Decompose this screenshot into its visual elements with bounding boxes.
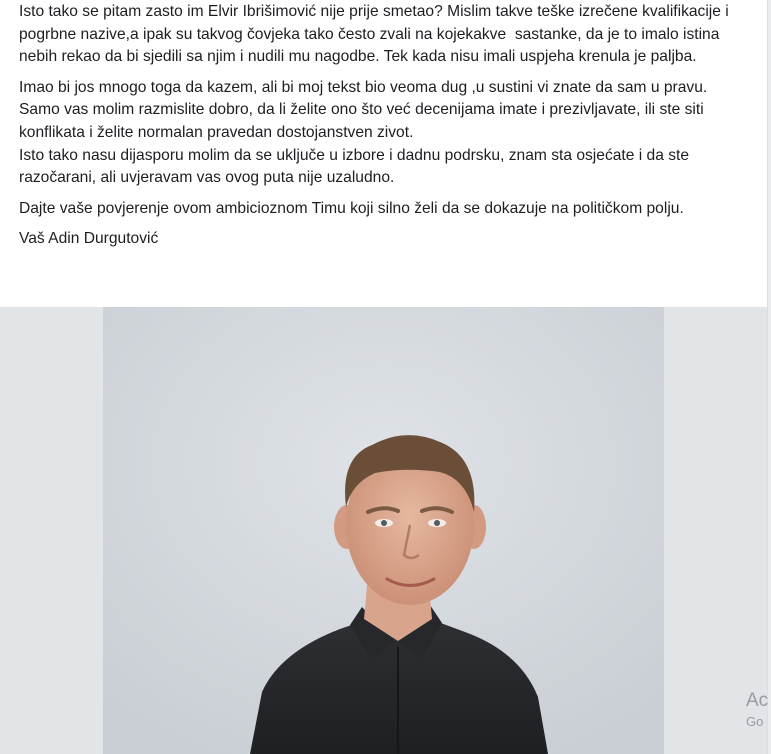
post-text — [19, 1, 754, 251]
post-photo[interactable] — [0, 307, 767, 754]
post-signature: Vaš Adin Durgutović — [19, 230, 159, 248]
portrait-image — [0, 307, 767, 754]
post-paragraph: Imao bi jos mnogo toga da kazem, ali bi moj tekst bio veoma dug ,u sustini vi znate da sam u pravu. — [19, 78, 708, 96]
post-paragraph: Samo vas molim razmislite dobro, da li želite ono što već decenijama imate i prezivljavate, ili ste siti konflikata i želite normalan pravedan dostojanstven zivot. — [19, 101, 709, 141]
activation-watermark-title: Ac — [746, 690, 769, 711]
post-paragraph: Dajte vaše povjerenje ovom ambicioznom Timu koji silno želi da se dokazuje na političkom polju. — [19, 199, 684, 217]
post-paragraph: Isto tako nasu dijasporu molim da se uključe u izbore i dadnu podrsku, znam sta osjećate i da ste razočarani, ali uvjeravam vas ovog puta nije uzaludno. — [19, 146, 694, 187]
post-paragraph: Isto tako se pitam zasto im Elvir Ibrišimović nije prije smetao? Mislim takve teške izrečene kvalifikacije i pogrbne nazive,a ipak su takvog čovjeka tako često zvali na kojekakve sastanke, da je to imalo istina nebih rekao da bi sjedili sa njim i nudili mu nagodbe. Tek kada nisu imali uspjeha krenula je paljba. — [19, 3, 734, 66]
activation-watermark-subtitle: Go — [746, 714, 764, 729]
